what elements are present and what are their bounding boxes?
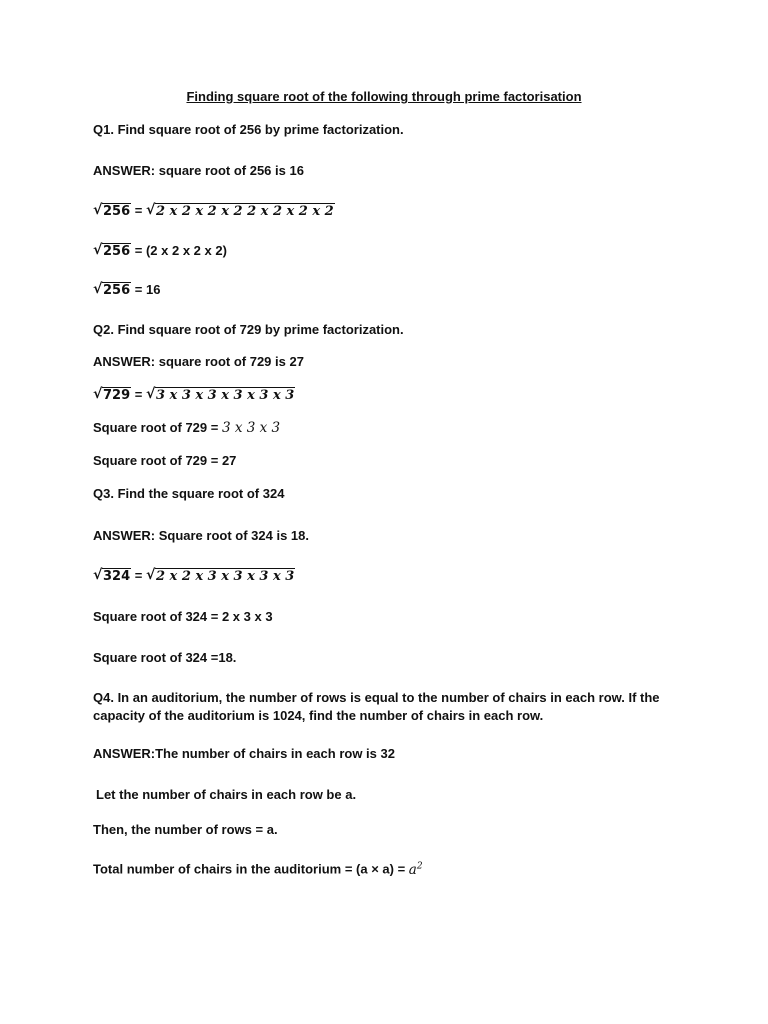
sqrt-icon: √ bbox=[93, 202, 103, 218]
q2-question: Q2. Find square root of 729 by prime factorization. bbox=[93, 322, 404, 337]
q4-question: Q4. In an auditorium, the number of rows is equal to the number of chairs in each row. If the capacity of the auditorium is 1024, find the number of chairs in each row. bbox=[93, 690, 660, 723]
q1-step3: √ 256 = 16 bbox=[93, 281, 161, 298]
q1-step1: √ 256 = √ 2 x 2 x 2 x 2 2 x 2 x 2 x 2 bbox=[93, 202, 334, 219]
q2-radical-factors: √ 3 x 3 x 3 x 3 x 3 x 3 bbox=[145, 386, 295, 403]
page-title: Finding square root of the following through prime factorisation bbox=[186, 89, 582, 104]
q3-radical-324: √ 324 bbox=[93, 567, 131, 584]
q3-question: Q3. Find the square root of 324 bbox=[93, 486, 285, 501]
sqrt-icon: √ bbox=[145, 567, 156, 583]
q2-step1: √ 729 = √ 3 x 3 x 3 x 3 x 3 x 3 bbox=[93, 386, 295, 403]
q3-step3: Square root of 324 =18. bbox=[93, 650, 237, 665]
q1-radical-256: √ 256 bbox=[93, 202, 131, 219]
q3-radical-factors: √ 2 x 2 x 3 x 3 x 3 x 3 bbox=[145, 567, 295, 584]
sqrt-icon: √ bbox=[93, 567, 103, 583]
sqrt-icon: √ bbox=[145, 202, 156, 218]
q1-question: Q1. Find square root of 256 by prime factorization. bbox=[93, 122, 404, 137]
q4-answer: ANSWER:The number of chairs in each row is 32 bbox=[93, 746, 395, 761]
q1-answer: ANSWER: square root of 256 is 16 bbox=[93, 163, 304, 178]
q1-step2: √ 256 = (2 x 2 x 2 x 2) bbox=[93, 242, 227, 259]
q4-line3: Total number of chairs in the auditorium = $(a \times a) = a^2$ bbox=[93, 861, 423, 878]
sqrt-icon: √ bbox=[145, 386, 156, 402]
sqrt-icon: √ bbox=[93, 386, 103, 402]
sqrt-icon: √ bbox=[93, 242, 103, 258]
q1-radical-256: √ 256 bbox=[93, 281, 131, 298]
q2-step3: Square root of 729 = 27 bbox=[93, 453, 237, 468]
q2-step2: Square root of 729 = 3 x 3 x 3 bbox=[93, 420, 281, 436]
q3-step2: Square root of 324 = 2 x 3 x 3 bbox=[93, 609, 273, 624]
q2-radical-729: √ 729 bbox=[93, 386, 131, 403]
q1-radical-256: √ 256 bbox=[93, 242, 131, 259]
q4-line1: Let the number of chairs in each row be a. bbox=[96, 787, 357, 802]
q3-answer: ANSWER: Square root of 324 is 18. bbox=[93, 528, 309, 543]
q3-step1: √ 324 = √ 2 x 2 x 3 x 3 x 3 x 3 bbox=[93, 567, 295, 584]
sqrt-icon: √ bbox=[93, 281, 103, 297]
q1-radical-factors: √ 2 x 2 x 2 x 2 2 x 2 x 2 x 2 bbox=[145, 202, 334, 219]
q2-answer: ANSWER: square root of 729 is 27 bbox=[93, 354, 304, 369]
q4-line2: Then, the number of rows = a. bbox=[93, 822, 278, 837]
